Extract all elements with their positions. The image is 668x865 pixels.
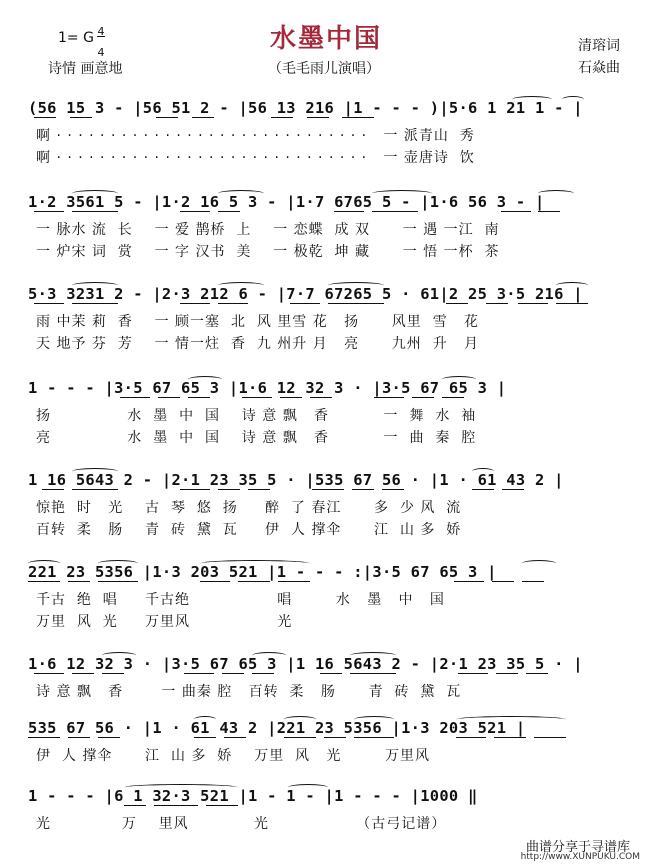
beam-underline [472, 489, 494, 490]
lyrics-verse-2: 百转 柔 肠 青 砖 黛 瓦 伊 人 撑伞 江 山 多 娇 [36, 522, 462, 538]
composer-credit: 石焱曲 [578, 60, 620, 76]
lyrics-verse-2: 天 地予 芬 芳 一 情一炷 香 九 州升 月 亮 九州 升 月 [36, 336, 480, 352]
beam-underline [310, 397, 332, 398]
slur-mark [372, 190, 432, 197]
source-url: http://www.XUNPUKU.COM [520, 852, 640, 862]
beam-underline [156, 117, 178, 118]
beam-underline [284, 737, 316, 738]
slur-mark [194, 716, 216, 723]
beam-underline [28, 737, 60, 738]
lyrics-verse-1: 雨 中茉 莉 香 一 顾一塞 北 风 里雪 花 扬 风里 雪 花 [36, 314, 480, 330]
slur-mark [512, 96, 552, 103]
credits [578, 35, 620, 79]
source-watermark: 曲谱分享于寻谱库 [525, 840, 630, 855]
beam-underline [34, 117, 56, 118]
beam-underline [72, 489, 118, 490]
beam-underline [556, 303, 588, 304]
slur-mark [556, 282, 588, 289]
beam-underline [72, 211, 118, 212]
beam-underline [120, 397, 150, 398]
beam-underline [218, 489, 240, 490]
beam-underline [446, 303, 468, 304]
beam-underline [538, 211, 560, 212]
beam-underline [218, 303, 248, 304]
beam-underline [42, 489, 64, 490]
slur-mark [538, 190, 574, 197]
beam-underline [502, 489, 524, 490]
meter-top: 4 [97, 25, 105, 38]
beam-underline [34, 303, 64, 304]
beam-underline [526, 673, 548, 674]
lyrics-verse-2: 万里 风 光 万里风 光 [36, 614, 293, 630]
slur-mark [72, 190, 118, 197]
beam-underline [518, 303, 548, 304]
song-title: 水墨中国 [270, 24, 383, 54]
beam-underline [238, 581, 270, 582]
notation-line: 1·2 3561 5 - |1·2 16 5 3 - |1·7 6765 5 - |1·6 56 3 - | [28, 193, 545, 211]
beam-underline [34, 211, 64, 212]
beam-underline [320, 673, 342, 674]
lyrics-line: 诗 意 飘 香 一 曲秦 腔 百转 柔 肠 青 砖 黛 瓦 [36, 684, 462, 700]
beam-underline [68, 737, 90, 738]
slur-mark [562, 96, 584, 103]
beam-underline [350, 673, 396, 674]
beam-underline [280, 397, 302, 398]
beam-underline [68, 581, 90, 582]
beam-underline [496, 673, 518, 674]
beam-underline [154, 805, 198, 806]
beam-underline [180, 489, 210, 490]
beam-underline [200, 581, 230, 582]
beam-underline [180, 211, 210, 212]
beam-underline [374, 397, 404, 398]
beam-underline [192, 117, 214, 118]
slur-mark [354, 716, 394, 723]
beam-underline [494, 737, 526, 738]
beam-underline [324, 737, 346, 738]
slur-mark [102, 652, 136, 659]
beam-underline [278, 581, 310, 582]
slur-mark [328, 282, 384, 289]
lyrics-line: 光 万 里风 光 （古弓记谱） [36, 816, 447, 832]
lyrics-line: 伊 人 撑伞 江 山 多 娇 万里 风 光 万里风 [36, 748, 430, 764]
beam-underline [342, 117, 374, 118]
subtitle-left: 诗情 画意地 [48, 61, 123, 77]
beam-underline [522, 581, 544, 582]
beam-underline [248, 489, 270, 490]
beam-underline [290, 303, 320, 304]
beam-underline [70, 117, 92, 118]
beam-underline [180, 303, 210, 304]
beam-underline [354, 737, 394, 738]
slur-mark [350, 652, 396, 659]
notation-line: (56 15 3 - |56 51 2 - |56 13 216 |1 - - - )|5·6 1 21 1 - | [28, 99, 583, 117]
beam-underline [184, 673, 214, 674]
slur-mark [28, 560, 60, 567]
slur-mark [472, 468, 494, 475]
slur-mark [456, 716, 566, 723]
beam-underline [72, 673, 94, 674]
slur-mark [218, 282, 264, 289]
beam-underline [72, 303, 118, 304]
beam-underline [458, 673, 488, 674]
notation-line: 1 - - - |3·5 67 65 3 |1·6 12 32 3 · |3·5 67 65 3 | [28, 379, 507, 397]
notation-line: 221 23 5356 |1·3 203 521 |1 - - - :|3·5 67 65 3 | [28, 563, 497, 581]
slur-mark [200, 560, 310, 567]
slur-mark [188, 376, 222, 383]
slur-mark [72, 282, 118, 289]
lyrics-verse-2: 一 炉宋 词 赏 一 字 汉书 美 一 极乾 坤 藏 一 悟 一杯 茶 [36, 244, 500, 260]
lyrics-verse-1: 惊艳 时 光 古 琴 悠 扬 醉 了 春江 多 少 风 流 [36, 500, 462, 516]
lyrics-verse-1: 啊 · · · · · · · · · · · · · · · · · · · · · · · · · · · · · 一 派青山 秀 [36, 128, 475, 144]
beam-underline [102, 673, 124, 674]
slur-mark [252, 652, 286, 659]
beam-underline [492, 581, 514, 582]
beam-underline [456, 737, 486, 738]
beam-underline [206, 805, 238, 806]
slur-mark [284, 716, 316, 723]
beam-underline [352, 489, 374, 490]
beam-underline [158, 397, 180, 398]
beam-underline [501, 211, 531, 212]
beam-underline [271, 117, 293, 118]
beam-underline [307, 117, 329, 118]
beam-underline [486, 303, 508, 304]
beam-underline [124, 805, 146, 806]
beam-underline [218, 211, 240, 212]
slur-mark [442, 376, 476, 383]
lyricist-credit: 清瑢词 [578, 38, 620, 54]
slur-mark [218, 190, 264, 197]
lyrics-verse-1: 一 脉水 流 长 一 爱 鹊桥 上 一 恋蝶 成 双 一 遇 一江 南 [36, 222, 500, 238]
slur-mark [72, 468, 118, 475]
beam-underline [372, 211, 418, 212]
lyrics-verse-1: 扬 水 墨 中 国 诗 意 飘 香 一 舞 水 袖 [36, 408, 477, 424]
notation-line: 1 - - - |6 1 32·3 521 |1 - 1 - |1 - - - |1000 ‖ [28, 787, 478, 805]
time-signature [97, 26, 105, 57]
notation-line: 5·3 3231 2 - |2·3 212 6 - |7·7 67265 5 · 61|2 25 3·5 216 | [28, 285, 583, 303]
beam-underline [34, 673, 64, 674]
beam-underline [334, 211, 364, 212]
lyrics-verse-1: 千古 绝 唱 千古绝 唱 水 墨 中 国 [36, 592, 445, 608]
beam-underline [222, 673, 244, 674]
lyrics-verse-2: 啊 · · · · · · · · · · · · · · · · · · · · · · · · · · · · · 一 壶唐诗 饮 [36, 150, 475, 166]
beam-underline [312, 489, 344, 490]
notation-line: 535 67 56 · |1 · 61 43 2 |221 23 5356 |1·3 203 521 | [28, 719, 526, 737]
beam-underline [28, 581, 60, 582]
beam-underline [534, 737, 566, 738]
beam-underline [412, 397, 434, 398]
slur-mark [522, 560, 556, 567]
beam-underline [328, 303, 384, 304]
slur-mark [288, 784, 328, 791]
performer-credit: （毛毛雨儿演唱） [268, 61, 380, 77]
slur-mark [98, 560, 138, 567]
beam-underline [98, 737, 120, 738]
beam-underline [98, 581, 138, 582]
slur-mark [124, 784, 238, 791]
beam-underline [454, 581, 484, 582]
beam-underline [382, 489, 404, 490]
beam-underline [188, 397, 210, 398]
notation-line: 1·6 12 32 3 · |3·5 67 65 3 |1 16 5643 2 - |2·1 23 35 5 · | [28, 655, 583, 673]
meter-bottom: 4 [97, 46, 105, 59]
beam-underline [242, 397, 272, 398]
beam-underline [224, 737, 246, 738]
notation-line: 1 16 5643 2 - |2·1 23 35 5 · |535 67 56 · |1 · 61 43 2 | [28, 471, 564, 489]
beam-underline [252, 673, 274, 674]
key-signature: 1= G [58, 30, 94, 46]
beam-underline [442, 397, 464, 398]
beam-underline [194, 737, 216, 738]
lyrics-verse-2: 亮 水 墨 中 国 诗 意 飘 香 一 曲 秦 腔 [36, 430, 477, 446]
